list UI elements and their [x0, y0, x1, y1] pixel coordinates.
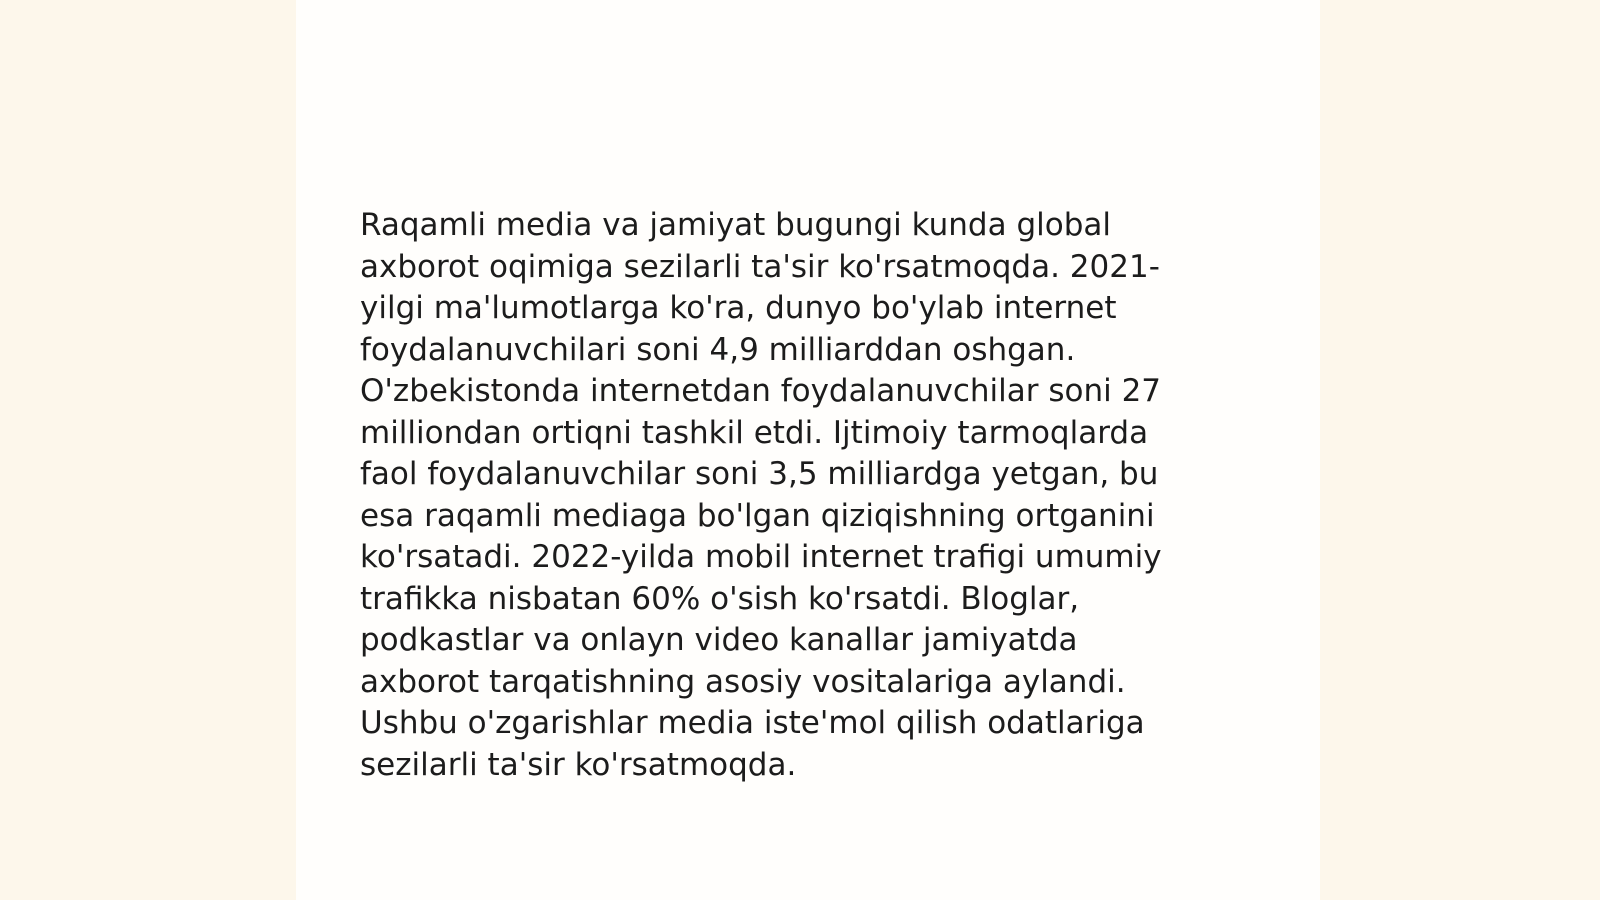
paragraph-line: O'zbekistonda internetdan foydalanuvchilar soni 27	[360, 373, 1162, 409]
paragraph-line: ko'rsatadi. 2022-yilda mobil internet trafigi umumiy	[360, 539, 1162, 575]
paragraph-line: esa raqamli mediaga bo'lgan qiziqishning ortganini	[360, 497, 1155, 534]
paragraph-line: sezilarli ta'sir ko'rsatmoqda.	[360, 746, 797, 783]
document-page	[296, 0, 1320, 900]
paragraph-line: Raqamli media va jamiyat bugungi kunda global	[360, 207, 1111, 243]
paragraph-line: Ushbu o'zgarishlar media iste'mol qilish odatlariga	[360, 705, 1145, 741]
paragraph-line: foydalanuvchilari soni 4,9 milliarddan oshgan.	[360, 331, 1076, 368]
paragraph-line: axborot oqimiga sezilarli ta'sir ko'rsatmoqda. 2021-	[360, 248, 1160, 285]
paragraph-line: milliondan ortiqni tashkil etdi. Ijtimoiy tarmoqlarda	[360, 414, 1149, 451]
paragraph-line: trafikka nisbatan 60% o'sish ko'rsatdi. Bloglar,	[360, 580, 1080, 617]
paragraph-line: axborot tarqatishning asosiy vositalariga aylandi.	[360, 663, 1126, 700]
paragraph-line: yilgi ma'lumotlarga ko'ra, dunyo bo'ylab internet	[360, 290, 1117, 326]
body-paragraph	[360, 205, 1220, 786]
paragraph-line: podkastlar va onlayn video kanallar jamiyatda	[360, 622, 1078, 658]
paragraph-line: faol foydalanuvchilar soni 3,5 milliardga yetgan, bu	[360, 456, 1159, 492]
